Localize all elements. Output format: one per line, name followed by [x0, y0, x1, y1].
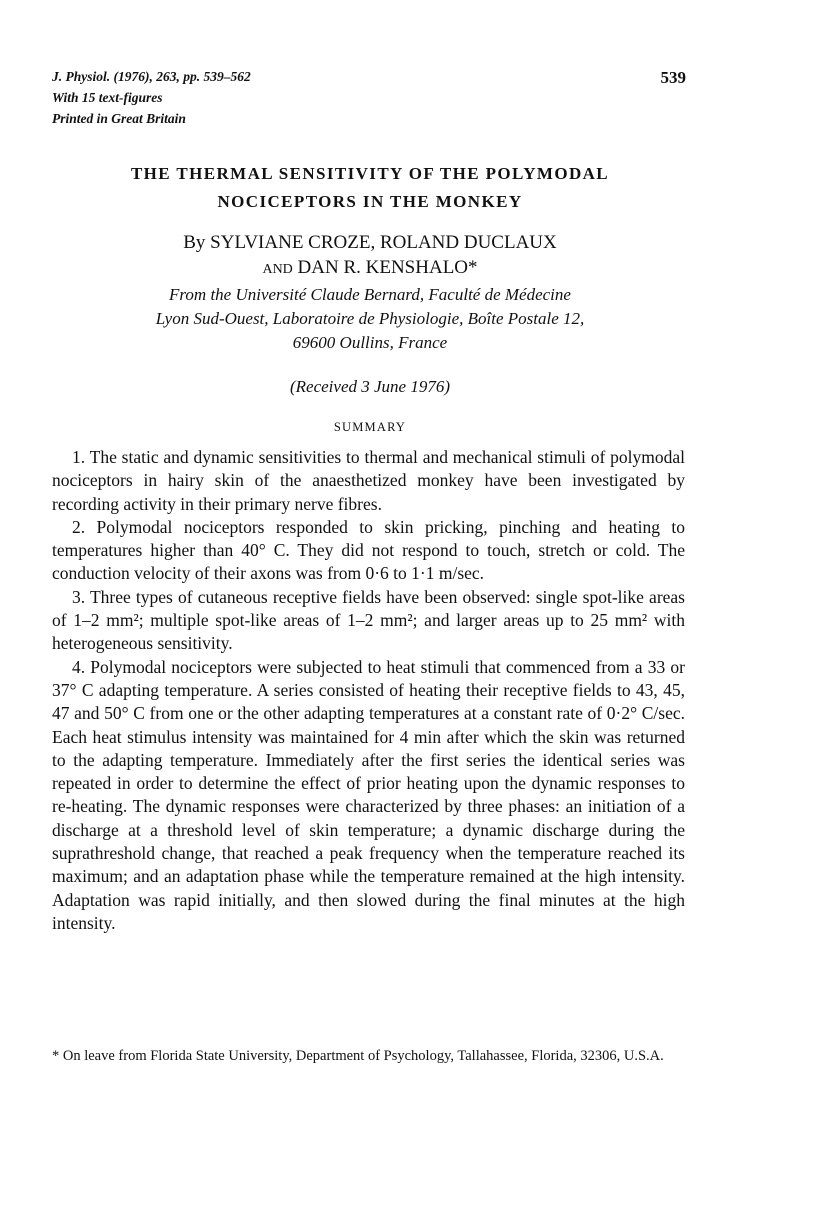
summary-paragraph-4 [52, 656, 685, 936]
figure-count: With 15 text-figures [52, 90, 163, 105]
author-names-2: DAN R. KENSHALO* [297, 257, 478, 278]
author-line-1 [60, 230, 680, 255]
paragraph-text: 2. Polymodal nociceptors responded to skin pricking, pinching and heating to temperatures higher than 40° C. They did not respond to touch, stretch or cold. The conduction velocity of their axons was from 0·6 to 1·1 m/sec. [52, 516, 685, 584]
affiliation-line-2: Lyon Sud-Ouest, Laboratoire de Physiologie, Boîte Postale 12, [155, 309, 585, 328]
summary-body [52, 446, 685, 935]
summary-paragraph-2 [52, 516, 685, 586]
affiliation-line-3: 69600 Oullins, France [292, 333, 448, 352]
received-date [60, 377, 680, 397]
paragraph-text: 3. Three types of cutaneous receptive fields have been observed: single spot-like areas of 1–2 mm²; multiple spot-like areas of 1–2 mm²; and larger areas up to 25 mm² with heterogeneous sensitivity. [52, 586, 685, 654]
page-number: 539 [660, 68, 686, 87]
affiliation-line-1: From the Université Claude Bernard, Faculté de Médecine [169, 285, 571, 304]
article-title [60, 160, 680, 216]
summary-heading: SUMMARY [333, 420, 407, 434]
summary-paragraph-3 [52, 586, 685, 656]
journal-reference: J. Physiol. (1976), 263, pp. 539–562 [52, 69, 251, 84]
footnote: * On leave from Florida State University, Department of Psychology, Tallahassee, Florida, 32306, U.S.A. [52, 1048, 664, 1064]
journal-citation [52, 66, 251, 129]
received-text: (Received 3 June 1976) [290, 377, 450, 396]
author-names-1: SYLVIANE CROZE, ROLAND DUCLAUX [210, 232, 557, 253]
affiliation [60, 283, 680, 355]
author-list [60, 230, 680, 282]
title-line-1: THE THERMAL SENSITIVITY OF THE POLYMODAL [130, 164, 610, 183]
paragraph-text: 4. Polymodal nociceptors were subjected to heat stimuli that commenced from a 33 or 37° C adapting temperature. A series consisted of heating their receptive fields to 43, 45, 47 and 50° C from one or the other adapting temperatures at a constant rate of 0·2° C/sec. Each heat stimulus intensity was maintained for 4 min after which the skin was returned to the adapting temperature. Immediately after the first series the identical series was repeated in order to determine the effect of prior heating upon the dynamic responses to re-heating. The dynamic responses were characterized by three phases: an initiation of a discharge at a threshold level of skin temperature; a dynamic discharge during the suprathreshold change, that reached a peak frequency when the temperature reached its maximum; and an adaptation phase while the temperature remained at the high intensity. Adaptation was rapid initially, and then slowed during the final minutes at the high intensity. [52, 656, 685, 933]
printed-in: Printed in Great Britain [52, 111, 186, 126]
and-label: AND [262, 262, 293, 277]
author-line-2 [60, 255, 680, 282]
title-line-2: NOCICEPTORS IN THE MONKEY [217, 192, 523, 211]
paragraph-text: 1. The static and dynamic sensitivities to thermal and mechanical stimuli of polymodal nociceptors in hairy skin of the anaesthetized monkey have been investigated by recording activity in their primary nerve fibres. [52, 447, 685, 514]
by-label: By [183, 232, 206, 253]
summary-paragraph-1 [52, 446, 685, 516]
